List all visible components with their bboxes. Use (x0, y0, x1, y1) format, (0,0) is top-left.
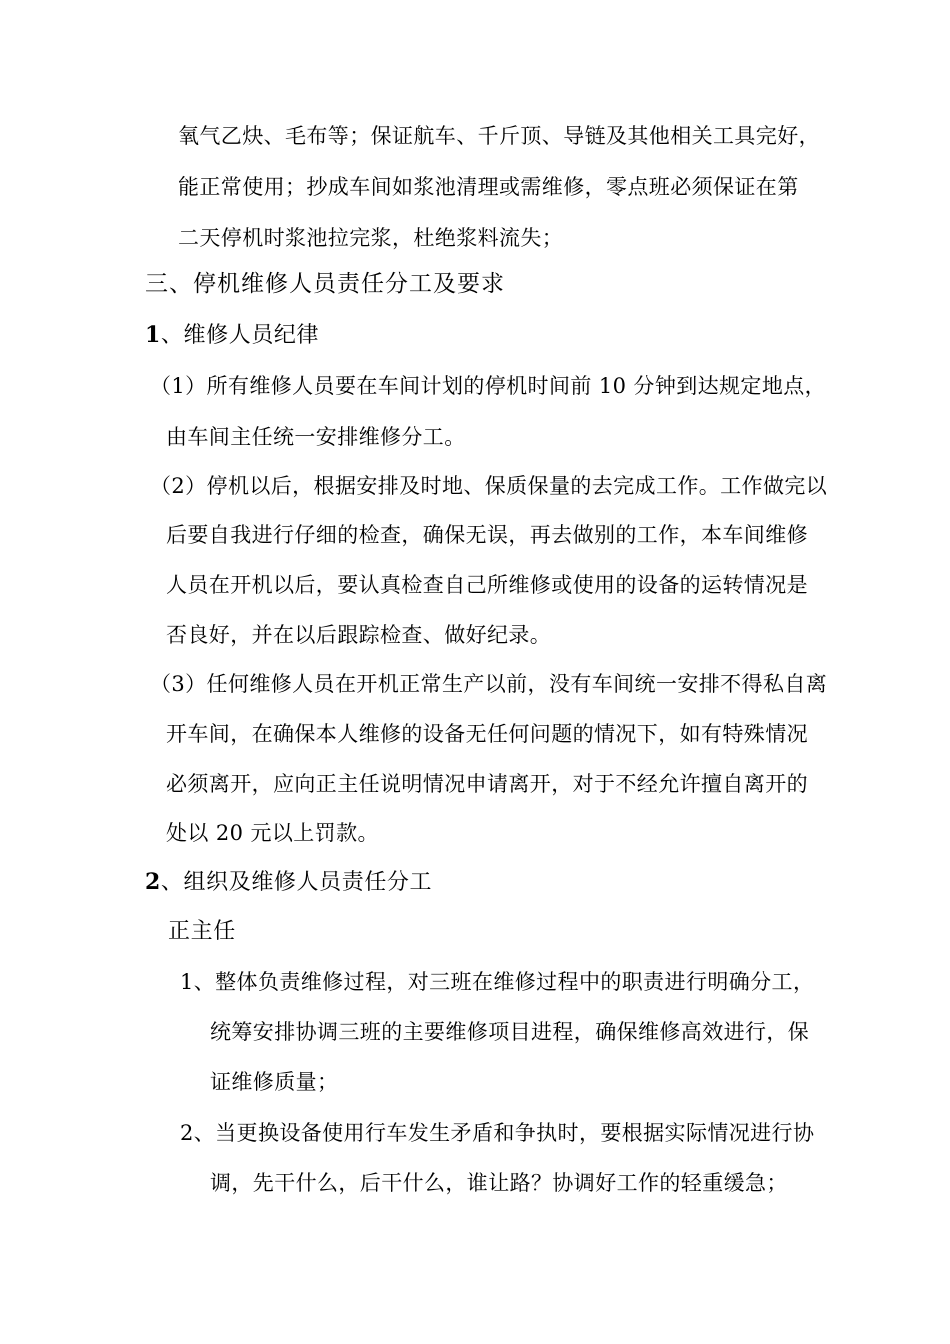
list-item-line: 否良好，并在以后跟踪检查、做好纪录。 (166, 623, 552, 647)
duty-line: 2、当更换设备使用行车发生矛盾和争执时，要根据实际情况进行协 (180, 1121, 815, 1145)
subsection-number: 2 (145, 869, 161, 895)
paragraph-line: 二天停机时浆池拉完浆，杜绝浆料流失； (178, 226, 564, 250)
subsection-title: 、组织及维修人员责任分工 (160, 870, 433, 895)
duty-line: 统筹安排协调三班的主要维修项目进程，确保维修高效进行，保 (210, 1020, 810, 1044)
subsection-number: 1 (145, 322, 161, 348)
list-item-line: 处以 20 元以上罚款。 (166, 821, 379, 845)
list-item-line: 必须离开，应向正主任说明情况申请离开，对于不经允许擅自离开的 (166, 772, 808, 796)
list-item-line: （2）停机以后，根据安排及时地、保质保量的去完成工作。工作做完以 (150, 474, 828, 498)
paragraph-line: 能正常使用；抄成车间如浆池清理或需维修，零点班必须保证在第 (178, 175, 799, 199)
subsection-heading (145, 321, 319, 350)
duty-line: 证维修质量； (210, 1070, 339, 1094)
list-item-line: （1）所有维修人员要在车间计划的停机时间前 10 分钟到达规定地点， (150, 374, 827, 398)
section-heading: 三、停机维修人员责任分工及要求 (145, 271, 505, 297)
subsection-title: 、维修人员纪律 (160, 323, 320, 348)
subsection-heading (145, 868, 432, 897)
list-item-line: （3）任何维修人员在开机正常生产以前，没有车间统一安排不得私自离 (150, 672, 828, 696)
paragraph-line: 氧气乙炔、毛布等；保证航车、千斤顶、导链及其他相关工具完好， (178, 124, 820, 148)
role-heading: 正主任 (168, 919, 236, 944)
list-item-line: 开车间，在确保本人维修的设备无任何问题的情况下，如有特殊情况 (166, 722, 808, 746)
list-item-line: 由车间主任统一安排维修分工。 (166, 425, 466, 449)
list-item-line: 后要自我进行仔细的检查，确保无误，再去做别的工作，本车间维修 (166, 523, 808, 547)
list-item-line: 人员在开机以后，要认真检查自己所维修或使用的设备的运转情况是 (166, 573, 808, 597)
duty-line: 调，先干什么，后干什么，谁让路？协调好工作的轻重缓急； (210, 1171, 788, 1195)
duty-line: 1、整体负责维修过程，对三班在维修过程中的职责进行明确分工， (180, 970, 815, 994)
